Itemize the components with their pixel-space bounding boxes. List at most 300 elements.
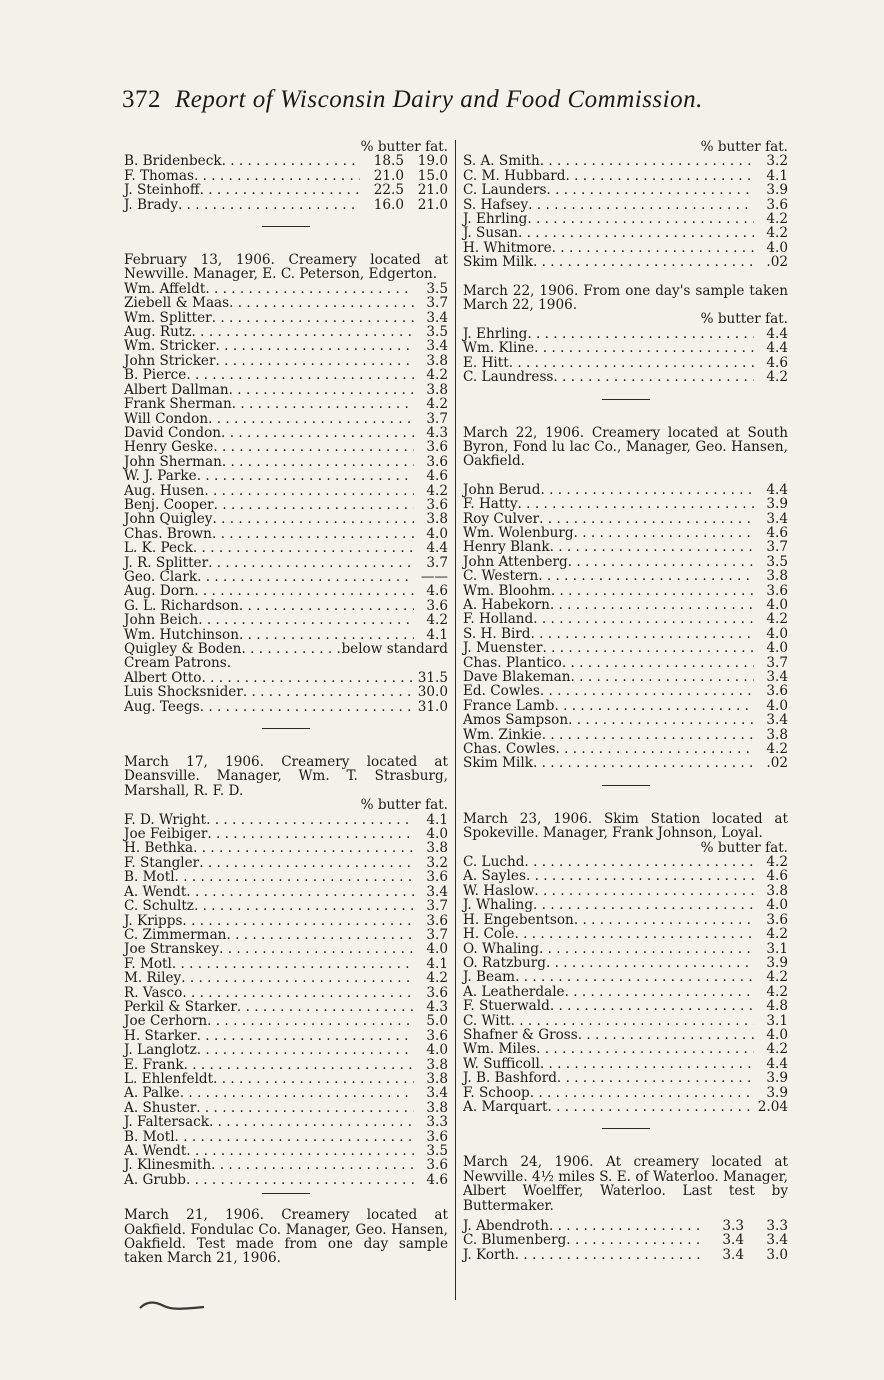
table-row (463, 483, 788, 497)
row-value: 16.0 (373, 196, 404, 213)
row-value: 3.4 (426, 309, 448, 326)
table-row (463, 956, 788, 970)
row-value: 3.7 (766, 539, 788, 556)
table-row (124, 455, 448, 469)
row-value: 4.1 (426, 626, 448, 643)
row-value: 4.2 (766, 741, 788, 758)
row-name: F. Motl (124, 955, 172, 972)
row-name: F. Holland (463, 611, 534, 628)
row-name: J. Korth (463, 1246, 515, 1263)
table-row (124, 296, 448, 310)
row-value: 3.1 (766, 940, 788, 957)
row-name: Skim Milk (463, 755, 533, 772)
table-row (463, 526, 788, 540)
row-value: 3.2 (766, 153, 788, 170)
row-value: 3.2 (426, 854, 448, 871)
column-divider (455, 140, 456, 1300)
row-name: John Stricker (124, 352, 216, 369)
row-name: J. Klinesmith (124, 1157, 212, 1174)
row-value: 18.5 (373, 153, 404, 170)
row-name: C. Western (463, 568, 539, 585)
row-value: 3.3 (766, 1218, 788, 1234)
row-value: 4.1 (766, 167, 788, 184)
row-value: 15.0 (417, 167, 448, 184)
row-name: Wm. Wolenburg (463, 524, 574, 541)
row-name: B. Pierce (124, 367, 187, 384)
table-row (124, 599, 448, 613)
table-row (463, 584, 788, 598)
row-value: 4.0 (766, 697, 788, 714)
row-value: 4.2 (766, 611, 788, 628)
ink-smudge (138, 1298, 206, 1310)
table-row (124, 841, 448, 855)
row-name: F. Stangler (124, 854, 200, 871)
row-name: John Berud (463, 481, 541, 498)
row-value: 3.4 (766, 669, 788, 685)
table-row (463, 985, 788, 999)
table-spokeville (463, 855, 788, 1114)
row-value: 4.2 (766, 854, 788, 871)
row-name: J. Langlotz (124, 1042, 197, 1059)
table-row (124, 1115, 448, 1129)
row-name: Wm. Kline (463, 340, 535, 357)
row-value: 4.2 (766, 1041, 788, 1058)
row-name: Aug. Husen (124, 482, 205, 499)
row-value: 3.8 (766, 882, 788, 899)
table-row (463, 1248, 788, 1262)
row-name: S. A. Smith (463, 153, 540, 170)
row-name: C. Zimmerman (124, 926, 227, 943)
row-value: 2.04 (757, 1098, 788, 1115)
table-row (124, 512, 448, 526)
row-value: 4.1 (426, 811, 448, 828)
row-name: F. Hatty (463, 496, 518, 513)
table-cream-patrons (124, 671, 448, 714)
row-name: David Condon (124, 424, 222, 441)
row-name: Shafner & Gross (463, 1026, 578, 1043)
row-value: 3.6 (426, 1157, 448, 1174)
row-name: Roy Culver (463, 510, 540, 527)
table-row (463, 226, 788, 240)
row-value: 4.2 (766, 926, 788, 943)
table-bridenbeck-block (124, 154, 448, 212)
table-row (124, 1086, 448, 1100)
row-value: 3.6 (426, 869, 448, 886)
row-name: B. Motl (124, 869, 175, 886)
row-name: J. Muenster (463, 640, 543, 657)
table-row (463, 512, 788, 526)
table-row (124, 169, 448, 183)
row-value: 3.5 (426, 324, 448, 341)
row-value: 4.4 (766, 340, 788, 357)
row-value: 4.6 (766, 354, 788, 371)
table-row (463, 627, 788, 641)
row-name: Chas. Brown (124, 525, 212, 542)
table-row (124, 899, 448, 913)
table-row (463, 970, 788, 984)
table-row (463, 198, 788, 212)
table-south-byron (463, 483, 788, 771)
list-item: Quigley & Boden . . . below standard (124, 642, 448, 656)
row-name: M. Riley (124, 970, 182, 987)
row-value: 4.0 (766, 239, 788, 256)
table-row (124, 1058, 448, 1072)
row-name: John Quigley (124, 511, 213, 528)
row-name: H. Whitmore (463, 239, 552, 256)
row-value: 4.0 (426, 525, 448, 542)
table-row (463, 699, 788, 713)
table-row (463, 869, 788, 883)
table-row (463, 1028, 788, 1042)
row-value: —— (420, 568, 448, 585)
column-heading: % butter fat. (360, 139, 448, 155)
table-row (124, 813, 448, 827)
row-name: E. Hitt (463, 354, 509, 371)
table-smith-block (463, 154, 788, 269)
row-value: 3.8 (426, 511, 448, 528)
table-row (463, 1086, 788, 1100)
table-row (124, 1072, 448, 1086)
row-name: Amos Sampson (463, 712, 569, 729)
row-name: Wm. Bloohm (463, 582, 551, 599)
row-value: 3.8 (426, 1056, 448, 1073)
row-value: 3.9 (766, 954, 788, 971)
table-row (124, 311, 448, 325)
row-value: 4.0 (426, 826, 448, 843)
table-row (124, 1043, 448, 1057)
table-row (463, 684, 788, 698)
row-value: 3.6 (766, 582, 788, 599)
table-row (463, 913, 788, 927)
row-value: 3.4 (426, 883, 448, 900)
table-row (463, 327, 788, 341)
table-row (124, 1130, 448, 1144)
table-waterloo (463, 1219, 788, 1262)
table-row (124, 282, 448, 296)
table-row (463, 898, 788, 912)
row-name: Joe Stranskey (124, 941, 220, 958)
section-intro-spokeville: March 23, 1906. Skim Station located at Spokeville. Manager, Frank Johnson, Loyal. (463, 810, 788, 842)
row-value: 4.4 (766, 481, 788, 498)
table-row (463, 728, 788, 742)
row-name: A. Habekorn (463, 596, 550, 613)
row-name: A. Wendt (124, 883, 187, 900)
row-name: Wm. Affeldt (124, 280, 206, 297)
table-row (463, 341, 788, 355)
row-value: 3.9 (766, 1084, 788, 1101)
row-name: J. B. Bashford (463, 1070, 557, 1087)
section-intro-newville-waterloo: March 24, 1906. At creamery located at Newville. 4½ miles S. E. of Waterloo. Manager, Albert Woelffer, Waterloo. Last test by Buttermaker. (463, 1154, 788, 1214)
table-row (463, 356, 788, 370)
table-row (463, 942, 788, 956)
section-intro-march22: March 22, 1906. From one day's sample taken March 22, 1906. (463, 282, 788, 314)
row-name: F. Stuerwald (463, 998, 550, 1015)
row-name: O. Ratzburg (463, 954, 546, 971)
table-row (463, 1057, 788, 1071)
row-value: 21.0 (417, 196, 448, 213)
column-heading: % butter fat. (360, 797, 448, 814)
table-row (463, 183, 788, 197)
table-row (124, 1158, 448, 1172)
row-value: 19.0 (417, 153, 448, 170)
row-value: 3.7 (426, 295, 448, 312)
row-value: 4.3 (426, 424, 448, 441)
row-name: J. Ehrling (463, 211, 528, 228)
table-row (463, 540, 788, 554)
row-value: 4.2 (426, 396, 448, 413)
table-row (463, 713, 788, 727)
row-name: J. Kripps (124, 912, 183, 929)
row-value: 4.8 (766, 998, 788, 1015)
row-value: 21.0 (417, 182, 448, 199)
row-value: 31.0 (417, 698, 448, 715)
row-value: 3.3 (426, 1114, 448, 1131)
table-row (124, 498, 448, 512)
row-name: O. Whaling (463, 940, 539, 957)
table-row (124, 469, 448, 483)
row-value: 4.2 (766, 369, 788, 386)
row-value: 4.2 (766, 211, 788, 228)
table-row (124, 870, 448, 884)
row-value: 4.6 (426, 583, 448, 600)
row-name: Joe Feibiger (124, 826, 208, 843)
row-name: John Beich (124, 612, 199, 629)
row-name: Wm. Zinkie (463, 726, 542, 743)
row-value: .02 (766, 254, 788, 271)
table-row (124, 856, 448, 870)
table-row (124, 885, 448, 899)
table-row (124, 613, 448, 627)
row-name: C. M. Hubbard (463, 167, 566, 184)
row-value: 3.8 (766, 568, 788, 585)
row-value: 3.5 (426, 1143, 448, 1159)
row-value: 4.0 (766, 897, 788, 914)
row-value: 3.7 (766, 654, 788, 671)
table-row (463, 670, 788, 684)
row-name: C. Launders (463, 182, 547, 199)
row-value: 3.4 (766, 712, 788, 729)
page-title: Report of Wisconsin Dairy and Food Commission. (175, 86, 703, 113)
row-value: 4.2 (426, 970, 448, 987)
table-newville (124, 282, 448, 642)
table-row (463, 1071, 788, 1085)
row-value: 4.2 (426, 482, 448, 499)
table-row (124, 1029, 448, 1043)
row-name: H. Engebentson (463, 911, 574, 928)
table-row (124, 1173, 448, 1187)
row-value: 3.4 (722, 1232, 744, 1249)
table-row (124, 671, 448, 685)
row-name: Aug. Dorn (124, 583, 195, 600)
row-value: 4.0 (766, 640, 788, 657)
table-row (124, 1101, 448, 1115)
row-name: Ziebell & Maas (124, 295, 230, 312)
row-value: 3.6 (426, 912, 448, 929)
row-name: C. Laundress (463, 369, 554, 386)
row-name: Joe Cerhorn (124, 1013, 208, 1030)
row-name: R. Vasco (124, 984, 183, 1001)
row-name: A. Shuster (124, 1099, 197, 1116)
row-name: A. Marquart (463, 1098, 548, 1115)
table-row (124, 541, 448, 555)
table-row (124, 339, 448, 353)
row-value: .02 (766, 755, 788, 772)
row-value: 3.4 (722, 1246, 744, 1263)
row-value: 3.6 (426, 597, 448, 614)
table-row (463, 1100, 788, 1114)
row-name: B. Motl (124, 1128, 175, 1145)
table-row (463, 370, 788, 384)
row-name: Henry Blank (463, 539, 550, 556)
row-name: Wm. Stricker (124, 338, 216, 355)
row-name: W. J. Parke (124, 468, 197, 485)
row-name: John Attenberg (463, 553, 568, 570)
row-name: J. Whaling (463, 897, 534, 914)
row-name: B. Bridenbeck (124, 153, 222, 170)
row-name: H. Starker (124, 1027, 197, 1044)
row-name: Frank Sherman (124, 396, 232, 413)
row-name: J. Steinhoff (124, 182, 200, 199)
table-row (124, 971, 448, 985)
table-row (124, 914, 448, 928)
row-name: J. R. Splitter (124, 554, 209, 571)
table-row (124, 570, 448, 584)
row-value: 3.6 (766, 683, 788, 700)
row-value: 3.8 (766, 726, 788, 743)
row-name: Dave Blakeman (463, 669, 571, 685)
row-value: 3.6 (426, 496, 448, 513)
table-row (463, 742, 788, 756)
row-value: 4.2 (766, 983, 788, 1000)
table-row (463, 656, 788, 670)
row-value: 4.4 (426, 540, 448, 557)
row-name: H. Cole (463, 926, 515, 943)
row-value: 3.4 (766, 1232, 788, 1249)
row-name: J. Brady (124, 196, 179, 213)
row-name: F. D. Wright (124, 811, 207, 828)
column-heading: % butter fat. (700, 139, 788, 155)
section-intro-south-byron: March 22, 1906. Creamery located at South Byron, Fond lu lac Co., Manager, Geo. Hansen, Oakfield. (463, 424, 788, 470)
table-row (124, 986, 448, 1000)
table-row (463, 1219, 788, 1233)
column-heading: % butter fat. (700, 839, 788, 856)
table-row (124, 556, 448, 570)
row-value: 4.1 (426, 955, 448, 972)
row-value: 3.3 (722, 1218, 744, 1234)
table-row (463, 1014, 788, 1028)
row-name: C. Blumenberg (463, 1232, 567, 1249)
row-name: C. Schultz (124, 898, 194, 915)
row-name: Luis Shocksnider (124, 684, 243, 701)
row-name: France Lamb (463, 697, 555, 714)
row-name: J. Faltersack (124, 1114, 209, 1131)
table-row (124, 827, 448, 841)
table-row (124, 1000, 448, 1014)
section-intro-oakfield: March 21, 1906. Creamery located at Oakfield. Fondulac Co. Manager, Geo. Hansen, Oakfield. Test made from one day sample taken March 21, 1906. (124, 1207, 448, 1267)
table-row (124, 440, 448, 454)
row-name: J. Abendroth (463, 1218, 549, 1234)
section-intro-newville: February 13, 1906. Creamery located at Newville. Manager, E. C. Peterson, Edgerton. (124, 252, 448, 283)
row-value: 3.6 (426, 984, 448, 1001)
table-row (463, 241, 788, 255)
row-name: L. K. Peck (124, 540, 193, 557)
table-row (463, 1233, 788, 1247)
row-value: 4.4 (766, 1055, 788, 1072)
row-name: Aug. Rutz (124, 324, 192, 341)
row-value: 3.6 (426, 439, 448, 456)
table-deansville (124, 813, 448, 1188)
table-row (124, 1144, 448, 1158)
row-name: A. Leatherdale (463, 983, 565, 1000)
row-value: 4.6 (766, 868, 788, 885)
row-value: 4.0 (426, 1042, 448, 1059)
row-name: L. Ehlenfeldt (124, 1070, 214, 1087)
table-row (124, 426, 448, 440)
row-value: 3.7 (426, 554, 448, 571)
row-name: A. Grubb (124, 1171, 186, 1188)
table-row (463, 154, 788, 168)
row-name: A. Palke (124, 1085, 180, 1102)
table-row (124, 383, 448, 397)
row-name: E. Frank (124, 1056, 184, 1073)
row-value: 3.7 (426, 926, 448, 943)
row-name: Perkil & Starker (124, 998, 237, 1015)
row-value: 21.0 (373, 167, 404, 184)
row-name: J. Beam (463, 969, 516, 986)
table-row (124, 685, 448, 699)
row-name: Benj. Cooper (124, 496, 214, 513)
table-row (124, 527, 448, 541)
row-value: 22.5 (373, 182, 404, 199)
row-name: Will Condon (124, 410, 209, 427)
table-row (463, 555, 788, 569)
row-name: W. Sufficoll (463, 1055, 540, 1072)
column-heading: % butter fat. (700, 311, 788, 328)
row-value: 3.6 (426, 453, 448, 470)
row-value: 4.0 (766, 596, 788, 613)
row-name: Geo. Clark (124, 568, 198, 585)
row-name: Henry Geske (124, 439, 214, 456)
table-row (124, 700, 448, 714)
table-row (463, 641, 788, 655)
row-name: Albert Otto (124, 669, 202, 686)
row-value: 4.2 (426, 612, 448, 629)
table-row (463, 212, 788, 226)
row-value: 4.0 (426, 941, 448, 958)
table-row (463, 999, 788, 1013)
table-march22 (463, 327, 788, 385)
row-value: 3.0 (766, 1246, 788, 1263)
row-value: 4.2 (766, 225, 788, 242)
row-value: 3.9 (766, 1070, 788, 1087)
page-header (122, 86, 732, 114)
row-value: 4.6 (766, 524, 788, 541)
row-value: 4.4 (766, 325, 788, 342)
row-value: 4.3 (426, 998, 448, 1015)
table-row (124, 397, 448, 411)
table-row (463, 569, 788, 583)
table-row (463, 927, 788, 941)
row-name: J. Susan (463, 225, 518, 242)
row-name: S. Hafsey (463, 196, 529, 213)
table-row (124, 183, 448, 197)
row-name: W. Haslow (463, 882, 535, 899)
row-value: 4.6 (426, 468, 448, 485)
row-value: 5.0 (426, 1013, 448, 1030)
row-name: Chas. Plantico (463, 654, 562, 671)
row-value: 4.0 (766, 1026, 788, 1043)
row-name: A. Wendt (124, 1143, 187, 1159)
